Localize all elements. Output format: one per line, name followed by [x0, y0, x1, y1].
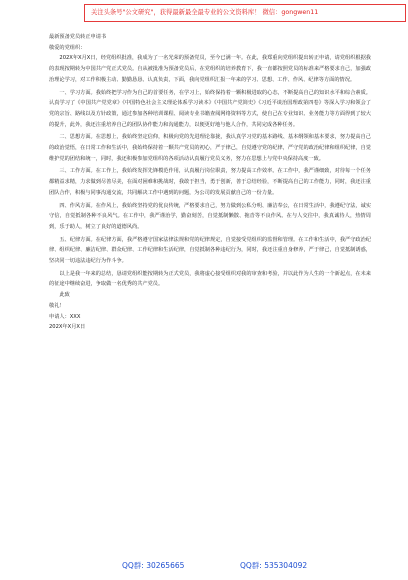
summary-paragraph: 以上是我一年来的总结，恳请党组织能按期转为正式党员，我将虚心接受组织对我的审查和考验，并以此作为人生的一个新起点，在未来的征途中继续奋进，争取做一名优秀的共产党员。 [49, 270, 371, 288]
discipline-paragraph: 五、纪律方面。在纪律方面，我严格遵守国家法律法规和党的纪律规定，自觉接受党组织的监督和管理。在工作和生活中，我严守政治纪律、组织纪律、廉洁纪律、群众纪律、工作纪律和生活纪律，自觉抵制各种违纪行为，同时，我还注重自身修养，严于律己，自觉抵制诱惑，坚决同一切违法违纪行为作斗争。 [49, 236, 371, 265]
work-paragraph: 三、工作方面。在工作上，我始终发挥先锋模范作用，认真履行岗位职责，努力提高工作效率。在工作中，我严谨细致，对待每一个任务都精益求精，力求做到尽善尽美，在面对困难和挑战时，我敢于担当，勇于创新，善于总结经验，不断提高自己的工作能力，同时，我还注重团队合作，积极与同事沟通交流，共同解决工作中遇到的问题，为公司的发展贡献自己的一份力量。 [49, 168, 371, 196]
application-letter [49, 32, 371, 333]
intro-paragraph: 202X年X月X日，经党组织批准，我成为了一名光荣的预备党员，至今已满一年。在此，我郑重向党组织提出转正申请，请党组织根据我的表现按期转为中国共产党正式党员。自从被批准为预备党员后，在党组织的培养教育下，我一直都按照党员的标准来严格要求自己，加强政治理论学习，对工作积极主动、勤勤恳恳、认真负责，下面，我向党组织汇报一年来的学习、思想、工作、作风、纪律等方面的情况。 [49, 55, 371, 83]
date-line: 202X年X月X日 [49, 324, 86, 331]
letter-title: 最新预备党员转正申请书 [49, 34, 107, 40]
style-paragraph: 四、作风方面。在作风上，我始终坚持党的优良传统，严格要求自己，努力做到公私分明、廉洁奉公，在日常生活中，我遵纪守法，诚实守信，自觉抵制各种不良风气。在工作中，我严谨治学，勤奋刻苦，自觉抵制懒散、拖沓等不良作风。在与人交往中，我真诚待人，热情周到，乐于助人，树立了良好的道德风尚。 [49, 202, 371, 230]
promo-banner [84, 4, 406, 22]
promo-banner-text: 关注头条号"公文研究"，获得最新最全最专业的公文资料库！ 微信：gongwen11 [91, 9, 319, 16]
footer-contacts [0, 557, 408, 575]
qq-group-1: QQ群: 30265665 [122, 561, 185, 570]
applicant-line: 申请人：XXX [49, 313, 81, 320]
closing-line: 此致 [59, 292, 70, 299]
study-paragraph: 一、学习方面。我始终把学习作为自己的首要任务，在学习上，始终保持着一颗积极进取的心态，不断提高自己的知识水平和综合素质。认真学习了《中国共产党党章》《中国特色社会主义理论体系学习读本》《中国共产党简史》《习近平谈治国理政第四卷》等深入学习和领会了党的宗旨、路线以及方针政策，通过参加各种培训课程、阅读专业书籍查阅网络资料等方式，使自己在专业知识、业务能力等方面得到了较大的提升，此外，我还注重培养自己的团队协作能力和沟通能力，以便更好地与他人合作，共同完成各种任务。 [49, 89, 371, 128]
thought-paragraph: 二、思想方面。在思想上，我始终坚定信仰，积极向党的先进理论靠拢，我认真学习党的基本路线、基本纲领和基本要求，努力提高自己的政治觉悟，在日常工作和生活中，我始终保持着一颗共产党员的初心，严于律己，自觉遵守党的纪律，严守党的政治纪律和组织纪律，自觉维护党的团结和统一，同时，我还积极参加党组织的各项活动认真履行党员义务，努力在思想上与党中央保持高度一致。 [49, 134, 371, 162]
salute-line: 敬礼！ [49, 302, 65, 309]
qq-group-2: QQ群: 535304092 [240, 561, 308, 570]
letter-salutation: 敬爱的党组织： [49, 44, 86, 51]
